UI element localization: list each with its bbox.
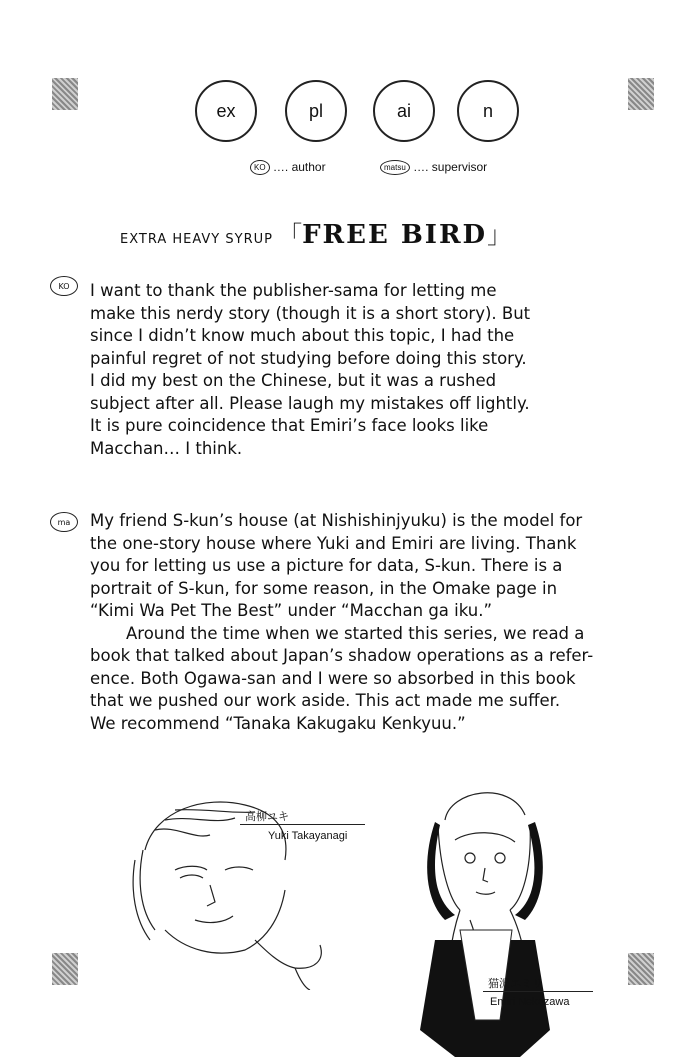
title-main: FREE BIRD (302, 220, 488, 250)
comment-line: since I didn’t know much about this topic, I had the (90, 326, 515, 345)
comment-line: Around the time when we started this series, we read a (126, 623, 585, 643)
corner-mark-bottom-left (52, 953, 78, 985)
author-comment (90, 280, 660, 460)
supervisor-comment (90, 510, 660, 735)
open-bracket: 「 (278, 221, 303, 249)
comment-line: you for letting us use a picture for data, S-kun. There is a (90, 556, 563, 575)
title-bubble: ai (373, 80, 435, 142)
supervisor-label: …. supervisor (413, 160, 488, 174)
corner-mark-top-left (52, 78, 78, 110)
supervisor-tag: matsu (380, 160, 410, 175)
comment-line: make this nerdy story (though it is a short story). But (90, 303, 531, 323)
comment-line: the one-story house where Yuki and Emiri are living. Thank (90, 533, 577, 553)
title-bubble: n (457, 80, 519, 142)
corner-mark-bottom-right (628, 953, 654, 985)
comment-line: It is pure coincidence that Emiri’s face looks like (90, 416, 489, 435)
title-bubble: ex (195, 80, 257, 142)
supervisor-section-tag: ma (50, 512, 78, 532)
author-section-tag: KO (50, 276, 78, 296)
comment-line: that we pushed our work aside. This act made me suffer. (90, 691, 561, 710)
comment-line: I did my best on the Chinese, but it was a rushed (90, 371, 497, 390)
emiri-name-jp: 猫沢エミリ (488, 978, 543, 990)
author-label: …. author (272, 160, 326, 174)
comment-line: subject after all. Please laugh my mistakes off lightly. (90, 393, 530, 413)
comment-line: “Kimi Wa Pet The Best” under “Macchan ga iku.” (90, 601, 493, 620)
yuki-name-en: Yuki Takayanagi (268, 830, 348, 842)
author-tag: KO (250, 160, 270, 175)
caption-rule (483, 991, 593, 992)
emiri-illustration (400, 780, 590, 1057)
close-bracket: 」 (487, 221, 512, 249)
comment-line: painful regret of not studying before doing this story. (90, 348, 527, 368)
explain-title (195, 80, 525, 142)
comment-line: We recommend “Tanaka Kakugaku Kenkyuu.” (90, 713, 466, 733)
yuki-name-jp: 高柳ユキ (245, 811, 289, 823)
comment-line: ence. Both Ogawa-san and I were so absorbed in this book (90, 668, 576, 688)
title-prefix: EXTRA HEAVY SYRUP (120, 232, 273, 247)
corner-mark-top-right (628, 78, 654, 110)
caption-rule (240, 824, 365, 825)
title-bubble: pl (285, 80, 347, 142)
comment-line: Macchan… I think. (90, 438, 243, 458)
comment-line: My friend S-kun’s house (at Nishishinjyuku) is the model for (90, 511, 583, 530)
comment-line: I want to thank the publisher-sama for letting me (90, 281, 497, 300)
story-title (120, 215, 511, 250)
emiri-name-en: Emiri Nekozawa (490, 996, 570, 1008)
comment-line: book that talked about Japan’s shadow operations as a refer- (90, 646, 594, 665)
comment-line: portrait of S-kun, for some reason, in the Omake page in (90, 578, 558, 598)
